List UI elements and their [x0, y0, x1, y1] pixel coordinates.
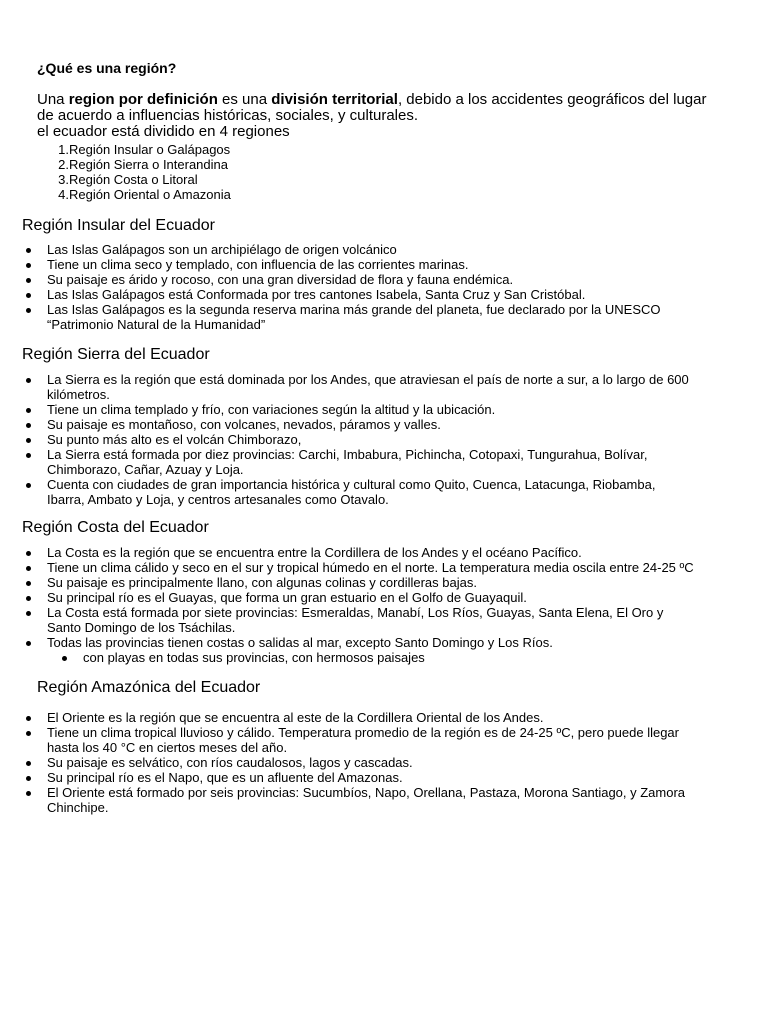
- bullet-text-line: Su paisaje es principalmente llano, con algunas colinas y cordilleras bajas.: [47, 575, 477, 590]
- bullet-item: [0, 770, 747, 785]
- bullet-text-line: Tiene un clima cálido y seco en el sur y tropical húmedo en el norte. La temperatura media oscila entre 24-25 ºC: [47, 560, 694, 575]
- bullet-item: [0, 302, 747, 332]
- regions-ordered-list: [37, 142, 231, 202]
- bullet-icon: [26, 641, 31, 646]
- intro-line-3: el ecuador está dividido en 4 regiones: [37, 123, 290, 140]
- section-list-costa: [0, 545, 747, 650]
- section-heading-costa: Región Costa del Ecuador: [22, 519, 209, 536]
- section-heading-amazonica: Región Amazónica del Ecuador: [37, 679, 261, 696]
- list-item-text: Región Sierra o Interandina: [69, 157, 228, 172]
- bullet-item: [0, 650, 768, 665]
- bullet-icon: [26, 761, 31, 766]
- bullet-item: [0, 417, 747, 432]
- list-number: 3.: [58, 172, 69, 187]
- section-heading-insular: Región Insular del Ecuador: [22, 217, 216, 234]
- bullet-item: [0, 432, 747, 447]
- bullet-item: [0, 575, 747, 590]
- bullet-icon: [26, 308, 31, 313]
- list-item: [37, 142, 231, 157]
- bullet-icon: [26, 293, 31, 298]
- bullet-icon: [26, 716, 31, 721]
- bullet-icon: [26, 483, 31, 488]
- section-list-amazonica: [0, 710, 747, 815]
- section-sublist-costa: [0, 650, 768, 665]
- bullet-text-line: Su punto más alto es el volcán Chimborazo,: [47, 432, 302, 447]
- bullet-text-line: Santo Domingo de los Tsáchilas.: [47, 620, 236, 635]
- bullet-text-line: Tiene un clima tropical lluvioso y cálido. Temperatura promedio de la región es de 24-25 ºC, pero puede llegar: [47, 725, 679, 740]
- bullet-text-line: La Costa está formada por siete provincias: Esmeraldas, Manabí, Los Ríos, Guayas, Santa Elena, El Oro y: [47, 605, 664, 620]
- bullet-item: [0, 710, 747, 725]
- bullet-text-line: Ibarra, Ambato y Loja, y centros artesanales como Otavalo.: [47, 492, 389, 507]
- intro-line-1: [37, 92, 752, 108]
- intro-bold-term: división territorial: [271, 91, 398, 108]
- intro-text: es una: [217, 91, 272, 108]
- bullet-icon: [26, 581, 31, 586]
- bullet-item: [0, 402, 747, 417]
- bullet-item: [0, 477, 747, 507]
- bullet-item: [0, 372, 747, 402]
- list-item: [37, 157, 231, 172]
- bullet-item: [0, 447, 747, 477]
- bullet-item: [0, 545, 747, 560]
- bullet-item: [0, 257, 747, 272]
- bullet-text-line: La Costa es la región que se encuentra entre la Cordillera de los Andes y el océano Pacífico.: [47, 545, 582, 560]
- bullet-icon: [26, 596, 31, 601]
- bullet-icon: [26, 791, 31, 796]
- bullet-icon: [26, 551, 31, 556]
- bullet-text-line: Su principal río es el Guayas, que forma un gran estuario en el Golfo de Guayaquil.: [47, 590, 527, 605]
- bullet-icon: [26, 566, 31, 571]
- bullet-item: [0, 785, 747, 815]
- list-number: 2.: [58, 157, 69, 172]
- intro-text: Una: [37, 91, 69, 108]
- bullet-item: [0, 725, 747, 755]
- list-item-text: Región Insular o Galápagos: [69, 142, 231, 157]
- intro-paragraph: [37, 92, 752, 140]
- bullet-icon: [26, 263, 31, 268]
- bullet-item: [0, 242, 747, 257]
- intro-line-2: de acuerdo a influencias históricas, sociales, y culturales.: [37, 107, 419, 124]
- section-list-insular: [0, 242, 747, 332]
- list-number: 4.: [58, 187, 69, 202]
- bullet-text-line: Tiene un clima seco y templado, con influencia de las corrientes marinas.: [47, 257, 469, 272]
- bullet-text-line: Cuenta con ciudades de gran importancia histórica y cultural como Quito, Cuenca, Latacunga, Riobamba,: [47, 477, 656, 492]
- bullet-icon: [26, 378, 31, 383]
- bullet-text-line: “Patrimonio Natural de la Humanidad”: [47, 317, 266, 332]
- bullet-icon: [26, 731, 31, 736]
- bullet-text-line: kilómetros.: [47, 387, 110, 402]
- bullet-item: [0, 287, 747, 302]
- bullet-item: [0, 590, 747, 605]
- intro-text: , debido a los accidentes geográficos del lugar: [397, 91, 707, 108]
- bullet-text-line: con playas en todas sus provincias, con hermosos paisajes: [83, 650, 425, 665]
- bullet-item: [0, 755, 747, 770]
- bullet-icon: [26, 776, 31, 781]
- bullet-icon: [26, 453, 31, 458]
- page-question: ¿Qué es una región?: [37, 60, 177, 76]
- bullet-text-line: Chinchipe.: [47, 800, 109, 815]
- bullet-icon: [62, 656, 67, 661]
- bullet-item: [0, 635, 747, 650]
- bullet-text-line: Tiene un clima templado y frío, con variaciones según la altitud y la ubicación.: [47, 402, 496, 417]
- section-list-sierra: [0, 372, 747, 507]
- bullet-text-line: Todas las provincias tienen costas o salidas al mar, excepto Santo Domingo y Los Ríos.: [47, 635, 553, 650]
- list-item: [37, 172, 231, 187]
- bullet-text-line: La Sierra es la región que está dominada por los Andes, que atraviesan el país de norte a sur, a lo largo de 600: [47, 372, 689, 387]
- bullet-text-line: Las Islas Galápagos está Conformada por tres cantones Isabela, Santa Cruz y San Cristóbal.: [47, 287, 586, 302]
- bullet-icon: [26, 278, 31, 283]
- bullet-text-line: Su paisaje es selvático, con ríos caudalosos, lagos y cascadas.: [47, 755, 413, 770]
- bullet-text-line: El Oriente está formado por seis provincias: Sucumbíos, Napo, Orellana, Pastaza, Morona Santiago, y Zamora: [47, 785, 686, 800]
- bullet-text-line: Chimborazo, Cañar, Azuay y Loja.: [47, 462, 244, 477]
- bullet-text-line: hasta los 40 °C en ciertos meses del año.: [47, 740, 288, 755]
- bullet-text-line: Su paisaje es árido y rocoso, con una gran diversidad de flora y fauna endémica.: [47, 272, 514, 287]
- list-number: 1.: [58, 142, 69, 157]
- bullet-icon: [26, 611, 31, 616]
- intro-bold-term: region por definición: [68, 91, 218, 108]
- bullet-item: [0, 605, 747, 635]
- bullet-text-line: Las Islas Galápagos es la segunda reserva marina más grande del planeta, fue declarado por la UNESCO: [47, 302, 661, 317]
- list-item-text: Región Oriental o Amazonia: [69, 187, 231, 202]
- bullet-item: [0, 560, 747, 575]
- bullet-item: [0, 272, 747, 287]
- bullet-icon: [26, 438, 31, 443]
- bullet-text-line: El Oriente es la región que se encuentra al este de la Cordillera Oriental de los Andes.: [47, 710, 544, 725]
- list-item: [37, 187, 231, 202]
- bullet-text-line: Su principal río es el Napo, que es un afluente del Amazonas.: [47, 770, 403, 785]
- section-heading-sierra: Región Sierra del Ecuador: [22, 346, 210, 363]
- bullet-icon: [26, 423, 31, 428]
- list-item-text: Región Costa o Litoral: [69, 172, 198, 187]
- bullet-icon: [26, 408, 31, 413]
- bullet-text-line: Su paisaje es montañoso, con volcanes, nevados, páramos y valles.: [47, 417, 441, 432]
- bullet-text-line: Las Islas Galápagos son un archipiélago de origen volcánico: [47, 242, 397, 257]
- bullet-text-line: La Sierra está formada por diez provincias: Carchi, Imbabura, Pichincha, Cotopaxi, Tungurahua, Bolívar,: [47, 447, 648, 462]
- bullet-icon: [26, 248, 31, 253]
